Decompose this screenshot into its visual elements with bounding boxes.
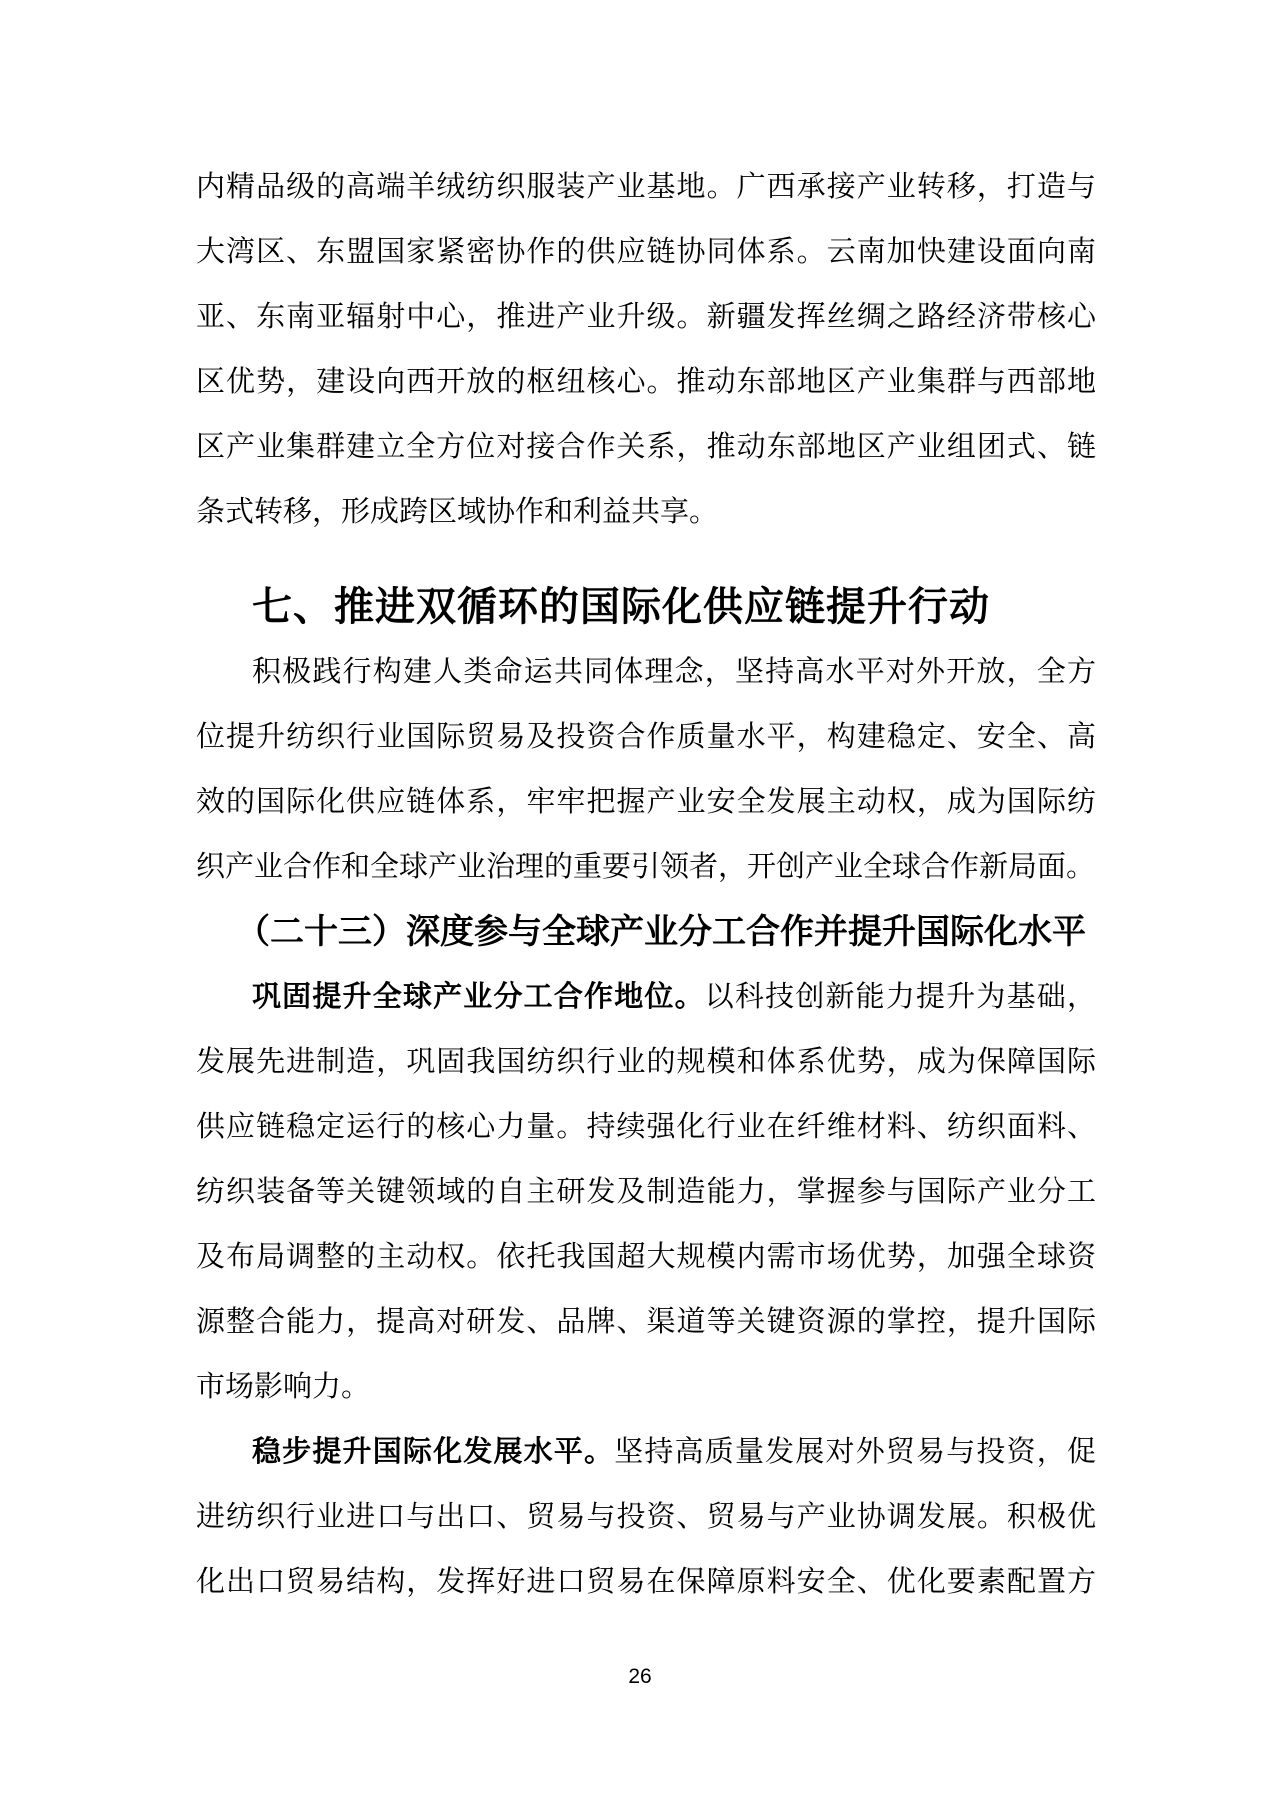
text-line [196,1030,1096,1095]
text-run: 大湾区、东盟国家紧密协作的供应链协同体系。云南加快建设面向南 [196,236,1096,268]
paragraph [196,965,1096,1420]
text-run: 化出口贸易结构，发挥好进口贸易在保障原料安全、优化要素配置方 [196,1566,1096,1598]
text-run: 坚持高质量发展对外贸易与投资，促 [614,1436,1096,1468]
text-run: 效的国际化供应链体系，牢牢把握产业安全发展主动权，成为国际纺 [196,786,1096,818]
bold-text-run: 巩固提升全球产业分工合作地位。 [252,981,705,1013]
text-run: 市场影响力。 [196,1371,371,1403]
text-line [196,1420,1096,1485]
text-line [196,285,1096,350]
text-line [196,1485,1096,1550]
text-line [196,480,1096,545]
bold-text-run: 稳步提升国际化发展水平。 [252,1436,615,1468]
text-run: 纺织装备等关键领域的自主研发及制造能力，掌握参与国际产业分工 [196,1176,1096,1208]
text-line [196,640,1096,705]
text-line [196,965,1096,1030]
page-number: 26 [628,1665,652,1688]
text-run: 以科技创新能力提升为基础， [704,981,1096,1013]
paragraph [196,155,1096,545]
text-line [196,1095,1096,1160]
text-run: 位提升纺织行业国际贸易及投资合作质量水平，构建稳定、安全、高 [196,721,1096,753]
text-run: 及布局调整的主动权。依托我国超大规模内需市场优势，加强全球资 [196,1241,1096,1273]
text-line [196,220,1096,285]
text-line [196,1550,1096,1615]
paragraph [196,1420,1096,1615]
text-line [196,350,1096,415]
text-run: 亚、东南亚辐射中心，推进产业升级。新疆发挥丝绸之路经济带核心 [196,301,1096,333]
text-run: 织产业合作和全球产业治理的重要引领者，开创产业全球合作新局面。 [196,851,1096,883]
text-line [196,1160,1096,1225]
text-run: 区产业集群建立全方位对接合作关系，推动东部地区产业组团式、链 [196,431,1096,463]
text-line [196,1355,1096,1420]
text-run: 区优势，建设向西开放的枢纽核心。推动东部地区产业集群与西部地 [196,366,1096,398]
text-run: 供应链稳定运行的核心力量。持续强化行业在纤维材料、纺织面料、 [196,1111,1096,1143]
text-run: 内精品级的高端羊绒纺织服装产业基地。广西承接产业转移，打造与 [196,171,1096,203]
paragraph [196,640,1096,900]
text-line [196,705,1096,770]
subsection-heading: （二十三）深度参与全球产业分工合作并提升国际化水平 [236,914,1086,951]
text-line [196,155,1096,220]
text-line [196,1225,1096,1290]
text-run: 发展先进制造，巩固我国纺织行业的规模和体系优势，成为保障国际 [196,1046,1096,1078]
text-line [196,1290,1096,1355]
text-line [196,415,1096,480]
text-line [196,835,1096,900]
section-heading: 七、推进双循环的国际化供应链提升行动 [252,585,990,629]
text-line [196,770,1096,835]
text-run: 积极践行构建人类命运共同体理念，坚持高水平对外开放，全方 [252,656,1096,688]
text-run: 条式转移，形成跨区域协作和利益共享。 [196,496,719,528]
text-run: 进纺织行业进口与出口、贸易与投资、贸易与产业协调发展。积极优 [196,1501,1096,1533]
text-run: 源整合能力，提高对研发、品牌、渠道等关键资源的掌控，提升国际 [196,1306,1096,1338]
document-content [196,0,1096,1615]
